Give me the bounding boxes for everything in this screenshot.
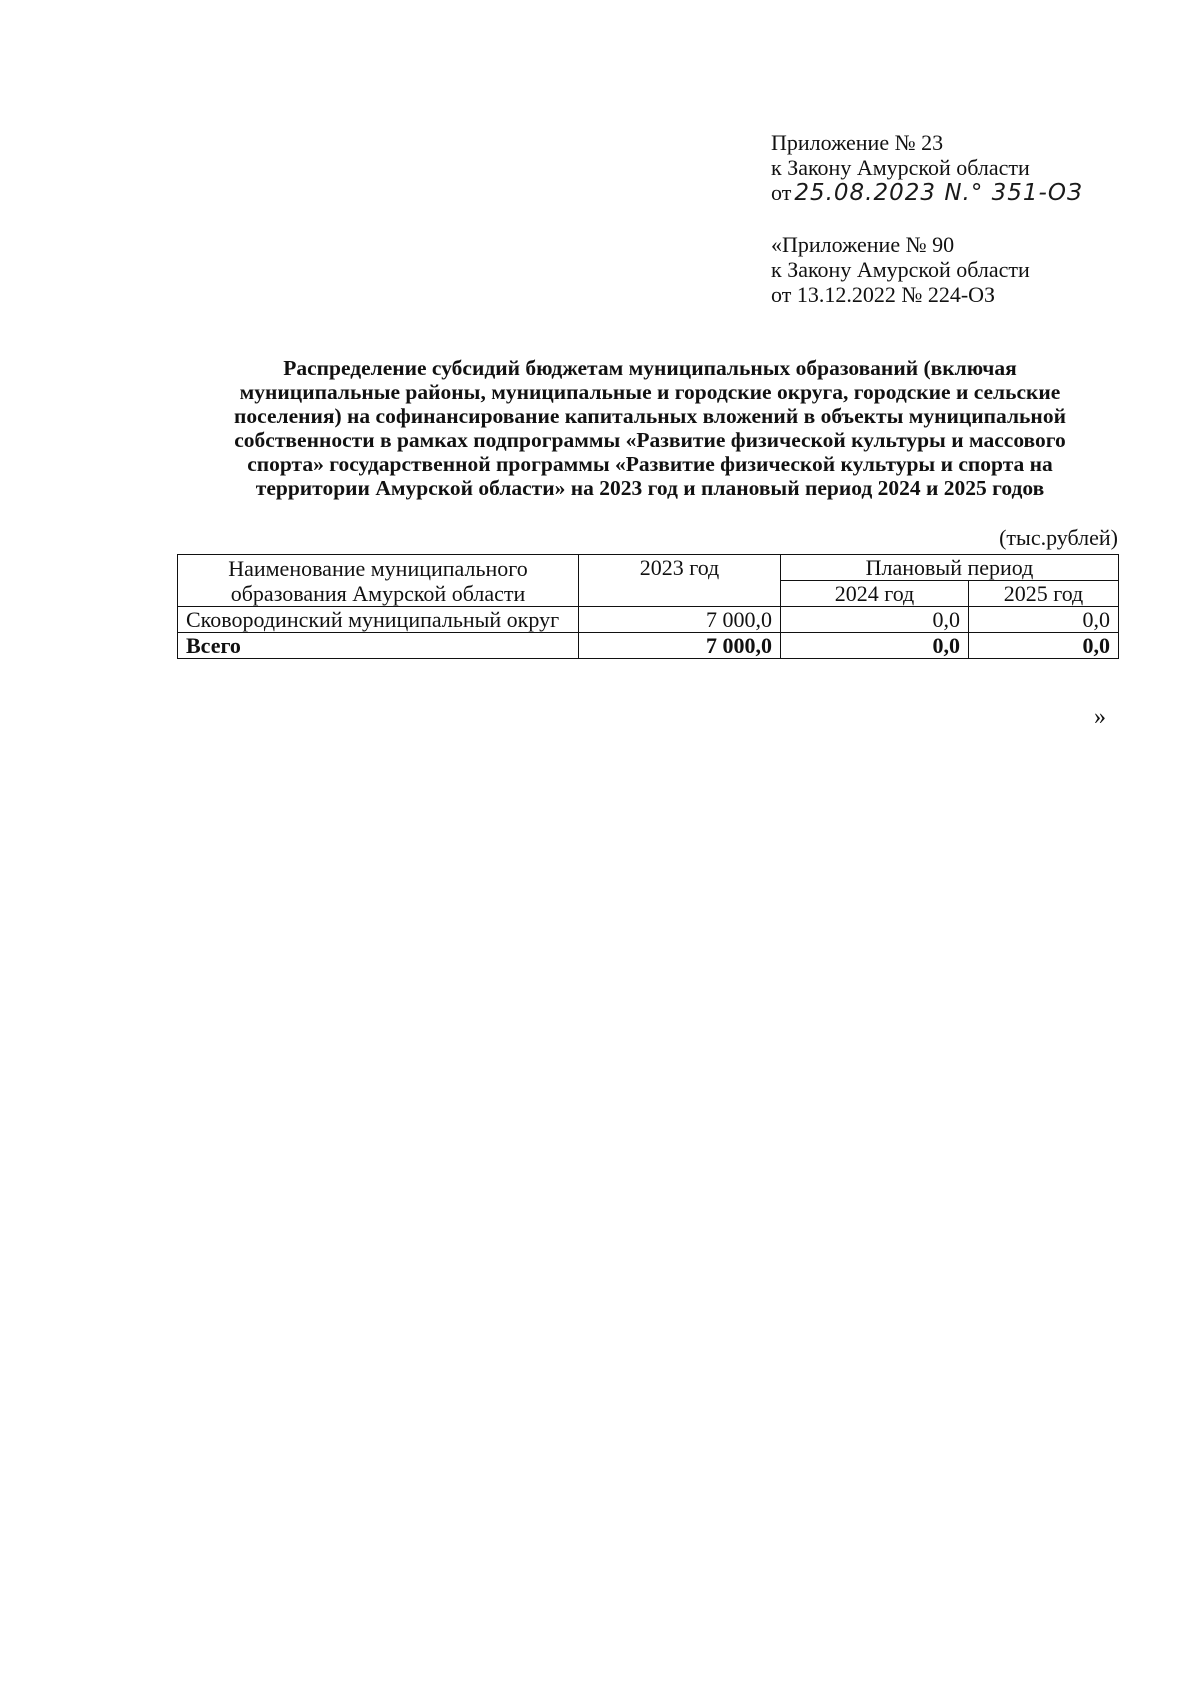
title-line: спорта» государственной программы «Развитие физической культуры и спорта на <box>247 452 1053 476</box>
title-line: поселения) на софинансирование капитальных вложений в объекты муниципальной <box>234 404 1066 428</box>
header-2024: 2024 год <box>781 581 969 607</box>
row-value-2024: 0,0 <box>781 607 969 633</box>
header-plan-period: Плановый период <box>781 555 1119 581</box>
total-value-2024: 0,0 <box>781 633 969 659</box>
table-row <box>178 607 1119 633</box>
appendix-new-law-ref: к Закону Амурской области <box>771 155 1030 180</box>
row-name: Сковородинский муниципальный округ <box>178 607 579 633</box>
unit-label: (тыс.рублей) <box>999 525 1118 550</box>
handwritten-date-number: 25.08.2023 N.° 351-ОЗ <box>794 180 1083 206</box>
total-label: Всего <box>178 633 579 659</box>
subsidy-table <box>177 554 1119 659</box>
title-line: территории Амурской области» на 2023 год и плановый период 2024 и 2025 годов <box>255 476 1045 500</box>
closing-quote: » <box>1094 704 1106 730</box>
row-value-2023: 7 000,0 <box>579 607 781 633</box>
table-header-row <box>178 555 1119 581</box>
header-2023: 2023 год <box>579 555 781 607</box>
header-name: Наименование муниципального образования Амурской области <box>178 555 579 607</box>
header-2025: 2025 год <box>969 581 1119 607</box>
appendix-old-block <box>771 232 1030 307</box>
total-value-2025: 0,0 <box>969 633 1119 659</box>
total-value-2023: 7 000,0 <box>579 633 781 659</box>
title-line: муниципальные районы, муниципальные и городские округа, городские и сельские <box>239 380 1061 404</box>
row-value-2025: 0,0 <box>969 607 1119 633</box>
title-line: Распределение субсидий бюджетам муниципальных образований (включая <box>283 356 1017 380</box>
title-line: собственности в рамках подпрограммы «Развитие физической культуры и массового <box>234 428 1066 452</box>
appendix-old-law-ref: к Закону Амурской области <box>771 257 1030 282</box>
document-title <box>170 356 1130 500</box>
appendix-old-date: от 13.12.2022 № 224-ОЗ <box>771 282 996 307</box>
table-total-row <box>178 633 1119 659</box>
appendix-old-number: «Приложение № 90 <box>771 232 955 257</box>
appendix-new-number: Приложение № 23 <box>771 130 944 155</box>
appendix-new-block <box>771 130 1083 206</box>
date-prefix: от <box>771 180 792 205</box>
appendix-new-date-line <box>771 180 1083 206</box>
